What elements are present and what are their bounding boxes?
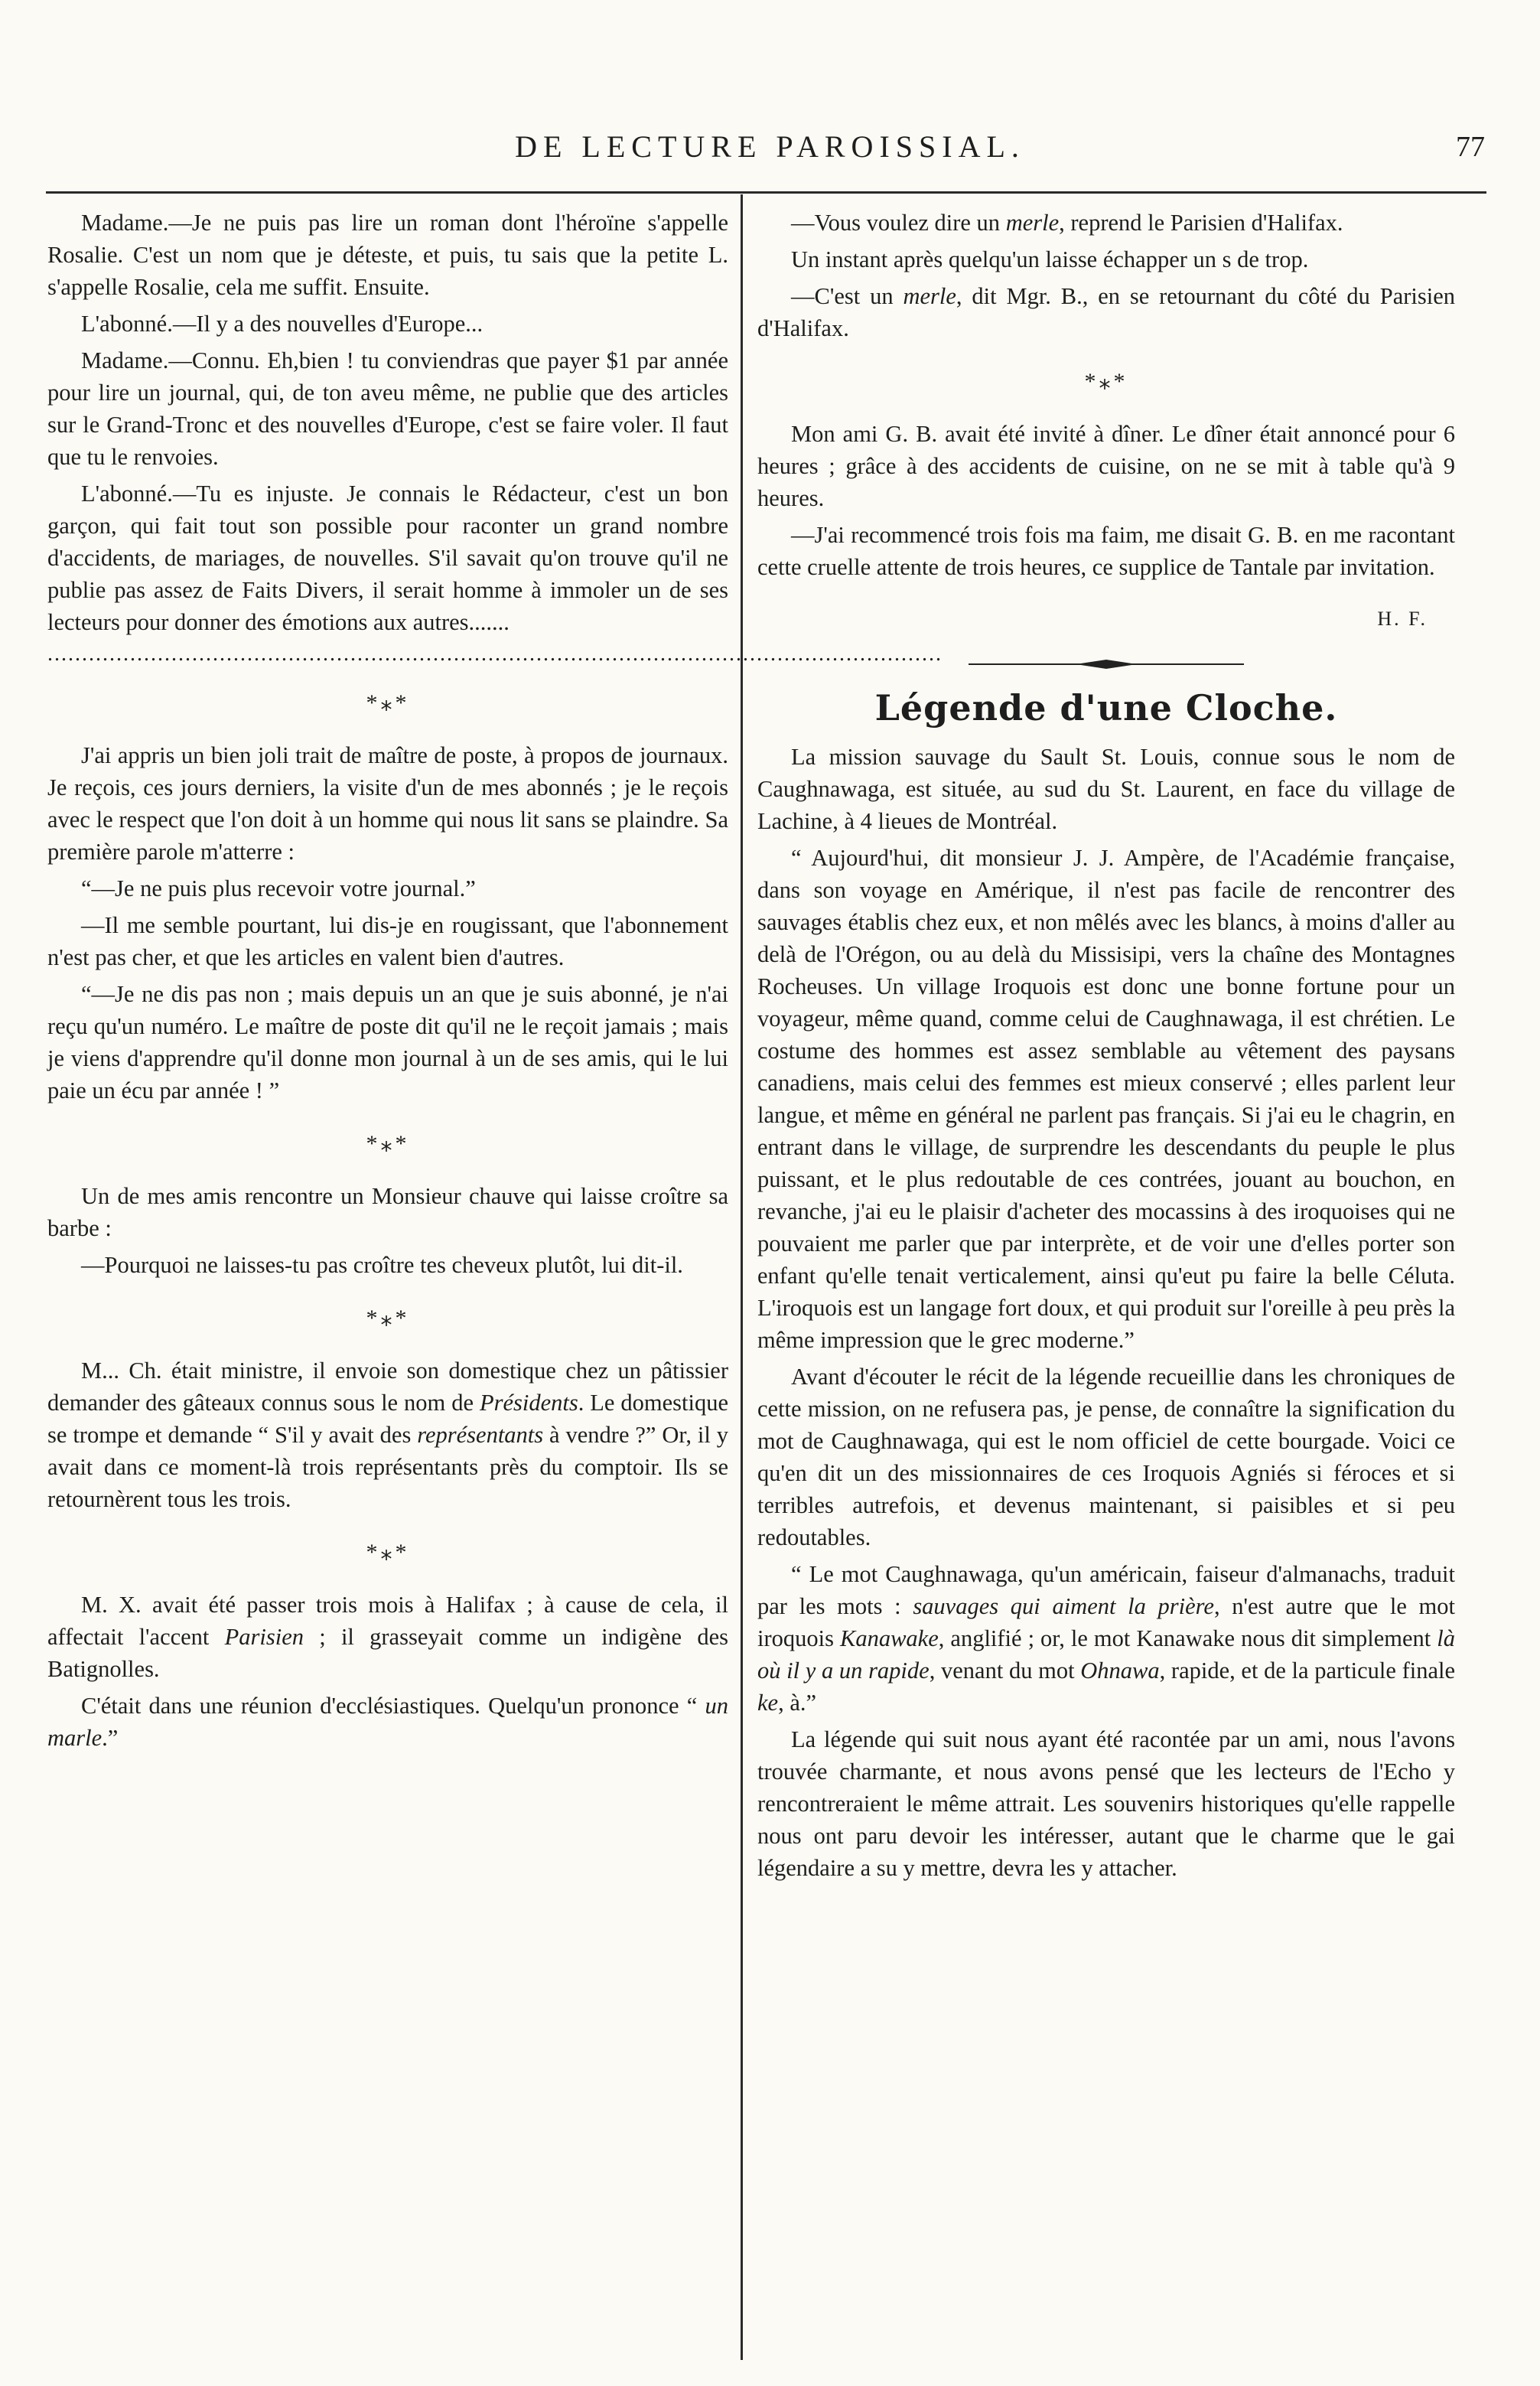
- italic-term: merle: [903, 283, 956, 309]
- paragraph: —J'ai recommencé trois fois ma faim, me disait G. B. en me racontant cette cruelle attente de trois heures, ce supplice de Tantale par invitation.: [757, 522, 1455, 580]
- italic-term: merle: [1005, 210, 1060, 236]
- paragraph: “—Je ne dis pas non ; mais depuis un an que je suis abonné, je n'ai reçu qu'un numéro. Le maître de poste dit qu'il ne le reçoit jamais ; mais je viens d'apprendre qu'il donne mon journal à un de ses amis, qui le lui paie un écu par année ! ”: [47, 981, 728, 1103]
- paragraph: Avant d'écouter le récit de la légende recueillie dans les chroniques de cette mission, on ne refusera pas, je pense, de connaître la signification du mot de Caughnawaga, qui est le nom officiel de cette bourgade. Voici ce qu'en dit un des missionnaires de ces Iroquois Agniés si féroces et si terribles autrefois, et devenus maintenant, si paisibles et si peu redoutables.: [757, 1364, 1455, 1550]
- text-run: ; il grasseyait comme un indigène des Batignolles.: [47, 1624, 728, 1682]
- asterism-separator: *⁎*: [366, 1540, 410, 1565]
- text-run: , venant du mot: [929, 1657, 1081, 1684]
- asterism-separator: *⁎*: [366, 1131, 410, 1156]
- column-divider: [741, 194, 743, 2360]
- italic-term: là où il y a un rapide: [757, 1625, 1455, 1684]
- italic-term: représentants: [417, 1422, 544, 1448]
- author-signature: H. F.: [1377, 608, 1428, 630]
- paragraph: J'ai appris un bien joli trait de maître de poste, à propos de journaux. Je reçois, ces jours derniers, la visite d'un de mes abonnés ; je le reçois avec le respect que l'on doit à un homme qui nous lit sans se plaindre. Sa première parole m'atterre :: [47, 742, 728, 865]
- paragraph: “ Aujourd'hui, dit monsieur J. J. Ampère, de l'Académie française, dans son voyage en Amérique, il n'est pas facile de rencontrer des sauvages établis chez eux, et non mêlés avec les blancs, à moins d'aller au delà de l'Orégon, ou au delà du Missisipi, vers la chaîne des Montagnes Rocheuses. Un village Iroquois est donc une bonne fortune pour un voyageur, même quand, comme celui de Caughnawaga, il est chrétien. Le costume des hommes est assez semblable au vêtement des paysans canadiens, mais celui des femmes est mieux conservé ; elles parlent leur langue, et même en général ne parlent pas français. Si j'ai eu le chagrin, en entrant dans le village, de surprendre les descendants du peuple le plus puissant, et le plus redoutable de ces contrées, jouant au bouchon, en revanche, j'ai eu le plaisir d'acheter des mocassins à des iroquoises qui ne pouvaient me parler que par interprète, et de voir une d'elles porter son enfant qu'elle tenait verticalement, ainsi qu'eut pu faire la belle Céluta. L'iroquois est un langage fort doux, et qui produit sur l'oreille à peu près la même impression que le grec moderne.”: [757, 845, 1455, 1353]
- paragraph: [47, 1354, 728, 1515]
- italic-term: ke: [757, 1690, 779, 1716]
- paragraph: Madame.—Connu. Eh,bien ! tu conviendras que payer $1 par année pour lire un journal, qui, de ton aveu même, ne publie que des articles sur le Grand-Tronc et des nouvelles d'Europe, c'est se faire voler. Il faut que tu le renvoies.: [47, 347, 728, 470]
- text-run: C'était dans une réunion d'ecclésiastiques. Quelqu'un prononce “: [81, 1693, 705, 1719]
- italic-term: sauvages qui aiment la prière: [913, 1593, 1214, 1619]
- paragraph: [47, 1690, 728, 1754]
- text-run: M... Ch. était ministre, il envoie son domestique chez un pâtissier demander des gâteaux connus sous le nom de: [47, 1358, 728, 1416]
- paragraph: La mission sauvage du Sault St. Louis, connue sous le nom de Caughnawaga, est située, au sud du St. Laurent, en face du village de Lachine, à 4 lieues de Montréal.: [757, 744, 1455, 834]
- text-run: , dit Mgr. B., en se retournant du côté du Parisien d'Halifax.: [757, 283, 1455, 341]
- text-run: “ Le mot Caughnawaga, qu'un américain, faiseur d'almanachs, traduit par les mots :: [757, 1561, 1455, 1619]
- paragraph: [757, 280, 1455, 344]
- paragraph: Un de mes amis rencontre un Monsieur chauve qui laisse croître sa barbe :: [47, 1183, 728, 1241]
- paragraph: Un instant après quelqu'un laisse échapper un s de trop.: [791, 246, 1309, 272]
- paragraph: [47, 1589, 728, 1685]
- paragraph: La légende qui suit nous ayant été racontée par un ami, nous l'avons trouvée charmante, et nous avons pensé que les lecteurs de l'Echo y rencontreraient le même attrait. Les souvenirs historiques qu'elle rappelle nous ont paru devoir les intéresser, autant que le charme que le gai légendaire a su y mettre, devra les y attacher.: [757, 1726, 1455, 1881]
- decorative-rule-icon: [961, 658, 1252, 670]
- section-title: Légende d'une Cloche.: [874, 687, 1338, 729]
- text-run: , n'est autre que le mot iroquois: [757, 1593, 1455, 1651]
- italic-term: Parisien: [224, 1624, 304, 1650]
- page-number: 77: [1456, 131, 1485, 163]
- paragraph: Madame.—Je ne puis pas lire un roman dont l'héroïne s'appelle Rosalie. C'est un nom que je déteste, et puis, tu sais que la petite L. s'appelle Rosalie, cela me suffit. Ensuite.: [47, 210, 728, 300]
- italic-term: un marle: [47, 1693, 728, 1751]
- paragraph: [757, 207, 1455, 239]
- text-run: . Le domestique se trompe et demande “ S'il y avait des: [47, 1390, 728, 1448]
- asterism-separator: *⁎*: [1084, 369, 1128, 394]
- text-run: , reprend le Parisien d'Halifax.: [1059, 210, 1343, 236]
- paragraph: [757, 1558, 1455, 1719]
- italic-term: Kanawake: [840, 1625, 939, 1651]
- paragraph: —Il me semble pourtant, lui dis-je en rougissant, que l'abonnement n'est pas cher, et que les articles en valent bien d'autres.: [47, 912, 728, 970]
- right-column: [757, 207, 1455, 1889]
- text-run: —C'est un: [791, 283, 903, 309]
- text-run: , anglifié ; or, le mot Kanawake nous dit simplement: [938, 1625, 1437, 1651]
- header-rule: [46, 191, 1486, 194]
- paragraph: L'abonné.—Tu es injuste. Je connais le Rédacteur, c'est un bon garçon, qui fait tout son possible pour raconter un grand nombre d'accidents, de mariages, de nouvelles. S'il savait qu'on trouve qu'il ne publie pas assez de Faits Divers, il serait homme à immoler un de ses lecteurs pour donner des émotions aux autres.......: [47, 481, 728, 635]
- text-run: —Vous voulez dire un: [791, 210, 1006, 236]
- italic-term: Ohnawa: [1080, 1657, 1160, 1684]
- asterism-separator: *⁎*: [366, 690, 410, 715]
- paragraph: Mon ami G. B. avait été invité à dîner. Le dîner était annoncé pour 6 heures ; grâce à des accidents de cuisine, on ne se mit à table qu'à 9 heures.: [757, 421, 1455, 511]
- paragraph: “—Je ne puis plus recevoir votre journal.”: [81, 875, 476, 901]
- paragraph: L'abonné.—Il y a des nouvelles d'Europe...: [81, 311, 483, 337]
- paragraph: —Pourquoi ne laisses-tu pas croître tes cheveux plutôt, lui dit-il.: [81, 1252, 683, 1278]
- italic-term: Présidents: [479, 1390, 578, 1416]
- text-run: .”: [102, 1725, 119, 1751]
- dotted-separator: ..................................................................................................................................: [47, 642, 943, 666]
- text-run: , rapide, et de la particule finale: [1159, 1657, 1456, 1684]
- asterism-separator: *⁎*: [366, 1305, 410, 1331]
- text-run: M. X. avait été passer trois mois à Halifax ; à cause de cela, il affectait l'accent: [47, 1592, 728, 1650]
- running-header: DE LECTURE PAROISSIAL.: [515, 129, 1025, 164]
- text-run: à vendre ?” Or, il y avait dans ce moment-là trois représentants près du comptoir. Ils se retournèrent tous les trois.: [47, 1422, 728, 1512]
- text-run: , à.”: [778, 1690, 817, 1716]
